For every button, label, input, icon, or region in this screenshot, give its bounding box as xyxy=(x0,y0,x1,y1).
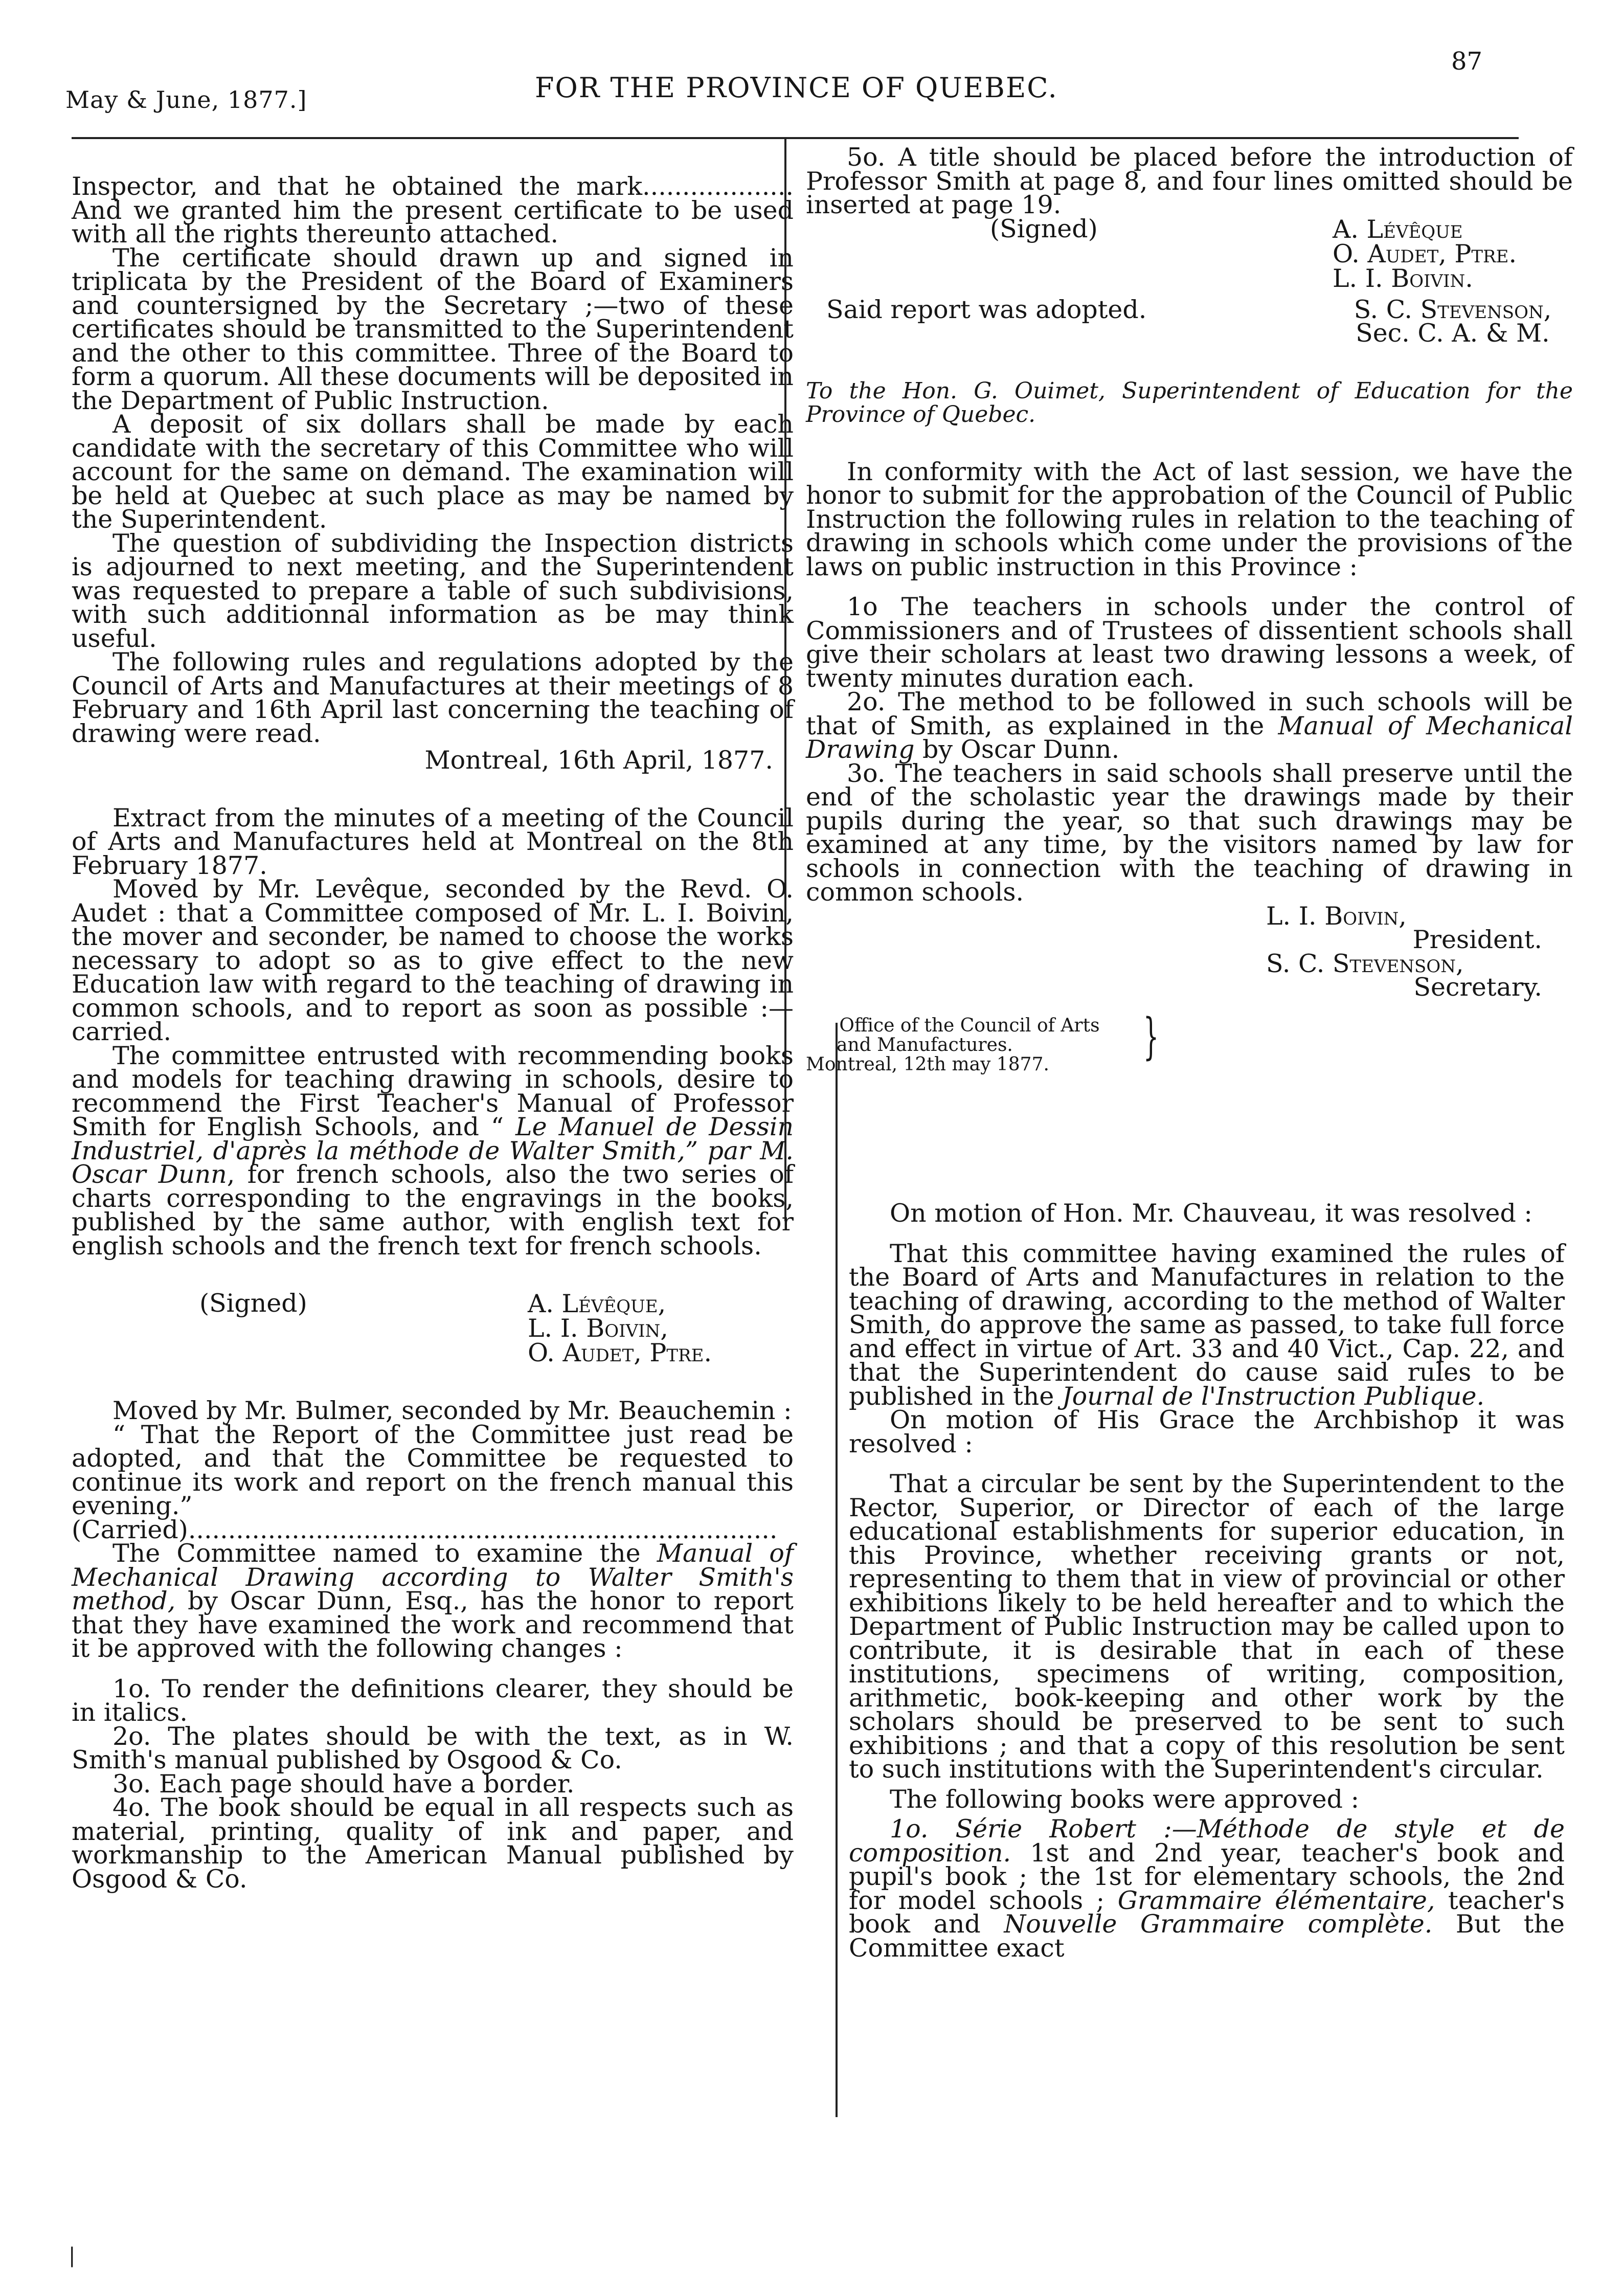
signer-title: President. xyxy=(1412,925,1542,954)
text-run: 2o. The method to be followed in such schools will be that of Smith, as explained in the xyxy=(806,687,1573,740)
office-note xyxy=(806,1007,1573,1075)
dateline: Montreal, 16th April, 1877. xyxy=(424,746,773,775)
paragraph: Inspector, and that he obtained the mark................... And we granted him the present certificate to be used with all the rights thereunto attached. xyxy=(72,172,794,249)
rule-item: 1o The teachers in schools under the control of Commissioners and of Trustees of dissentient schools shall give their scholars at least two drawing lessons a week, of twenty minutes duration each. xyxy=(806,592,1573,693)
book-title: Manual of Mechanical Drawing according to Walter Smith's method, xyxy=(72,1539,794,1615)
paragraph xyxy=(72,1041,794,1261)
right-column-lower xyxy=(849,1199,1565,1963)
signer-name: S. C. Stevenson, xyxy=(1354,295,1552,324)
paragraph: “ That the Report of the Committee just read be adopted, and that the Committee be requested to continue its work and report on the french manual this evening.” (Carried).......................................................................... xyxy=(72,1420,794,1544)
running-head-title: FOR THE PROVINCE OF QUEBEC. xyxy=(535,72,1058,104)
text-run: But the Committee exact xyxy=(849,1909,1565,1963)
paragraph: On motion of His Grace the Archbishop it was resolved : xyxy=(849,1405,1565,1458)
adoption-block xyxy=(806,295,1573,348)
change-item: 2o. The plates should be with the text, as in W. Smith's manual published by Osgood & Co. xyxy=(72,1721,794,1774)
book-title: 1o. Série Robert :—Méthode de style et de composition. xyxy=(849,1814,1565,1868)
signer-name: A. Lévêque xyxy=(1333,214,1463,244)
text-run: by Oscar Dunn. xyxy=(914,735,1120,764)
paragraph: That a circular be sent by the Superintendent to the Rector, Superior, or Director of each of the large educational establishments for superior education, in this Province, whether receiving grants or not, representing to them that in view of provincial or other exhibitions likely to be held hereafter and to which the Department of Public Instruction may be called upon to contribute, it is desirable that in each of these institutions, specimens of writing, composition, arithmetic, book-keeping and other work by the scholars should be preserved to be sent to such exhibitions ; and that a copy of this resolution be sent to such institutions with the Superintendent's circular. xyxy=(849,1469,1565,1784)
signer-title: Sec. C. A. & M. xyxy=(1356,319,1550,348)
change-item: 4o. The book should be equal in all respects such as material, printing, quality of ink and paper, and workmanship to the American Manual published by Osgood & Co. xyxy=(72,1793,794,1894)
text-run: , for french schools, also the two series of charts corresponding to the engravings in the books, published by the same author, with english text for english schools and the french text for french schools. xyxy=(72,1160,794,1261)
text-run: The committee entrusted with recommending books and models for teaching drawing in schools, desire to recommend the First Teacher's Manual of Professor Smith for English Schools, and “ xyxy=(72,1041,794,1141)
paragraph: The following books were approved : xyxy=(890,1784,1360,1814)
journal-title: Journal de l'Instruction Publique. xyxy=(1062,1381,1485,1411)
text-run: The Committee named to examine the xyxy=(112,1539,657,1568)
paragraph: Moved by Mr. Bulmer, seconded by Mr. Beauchemin : xyxy=(112,1396,792,1425)
text-run: teacher's book and xyxy=(849,1885,1565,1939)
secretary-signature xyxy=(1333,295,1573,348)
paragraph xyxy=(72,1539,794,1663)
signer-name: A. Lévêque, xyxy=(528,1289,666,1318)
signed-label: (Signed) xyxy=(199,1289,307,1318)
signer-name: O. Audet, Ptre. xyxy=(1333,239,1517,268)
column-divider-lower xyxy=(836,1023,838,2117)
office-note-line: Montreal, 12th may 1877. xyxy=(806,1053,1049,1075)
signer-name: S. C. Stevenson, xyxy=(1266,949,1464,978)
signed-label: (Signed) xyxy=(990,214,1098,243)
paragraph xyxy=(849,1814,1565,1963)
book-title: Le Manuel de Dessin Industriel, d'après la méthode de Walter Smith,” par M. Oscar Dunn xyxy=(72,1112,794,1189)
officers-signature xyxy=(1266,901,1573,1002)
signers xyxy=(528,1289,794,1367)
signer-name: L. I. Boivin. xyxy=(1333,263,1473,293)
margin-mark: | xyxy=(69,2244,76,2267)
change-item: 3o. Each page should have a border. xyxy=(112,1769,575,1799)
left-column xyxy=(72,172,794,1894)
book-title: Manual of Mechanical Drawing xyxy=(806,711,1573,764)
rule-item: 3o. The teachers in said schools shall preserve until the end of the scholastic year the drawings made by their pupils during the year, so that such drawings may be examined at any time, by the visitors named by law for schools in connection with the teaching of drawing in common schools. xyxy=(806,758,1573,907)
header-rule xyxy=(72,137,1519,139)
paragraph: Moved by Mr. Levêque, seconded by the Revd. O. Audet : that a Committee composed of Mr. L. I. Boivin, the mover and seconder, be named to choose the works necessary to adopt so as to give effect to the new Education law with regard to the teaching of drawing in common schools, and to report as soon as possible :— carried. xyxy=(72,874,794,1046)
paragraph: Extract from the minutes of a meeting of the Council of Arts and Manufactures held at Montreal on the 8th February 1877. xyxy=(72,803,794,880)
signature-block xyxy=(72,1289,794,1367)
signer-name: L. I. Boivin, xyxy=(1266,901,1407,931)
address-line: To the Hon. G. Ouimet, Superintendent of Education for the Province of Quebec. xyxy=(806,377,1573,428)
text-run: That this committee having examined the rules of the Board of Arts and Manufactures in relation to the teaching of drawing, according to the method of Walter Smith, do approve the same as passed, to take full force and effect in virtue of Art. 33 and 40 Vict., Cap. 22, and that the Superintendent do cause said rules to be published in the xyxy=(849,1239,1565,1411)
paragraph: A deposit of six dollars shall be made by each candidate with the secretary of this Committee who will account for the same on demand. The examination will be held at Quebec at such place as may be named by the Superintendent. xyxy=(72,410,794,534)
paragraph xyxy=(849,1239,1565,1411)
signature-block xyxy=(806,214,1573,293)
rule-item xyxy=(806,687,1573,764)
running-head-date: May & June, 1877.] xyxy=(65,86,307,114)
office-note-lines xyxy=(806,1016,1133,1074)
paragraph: The question of subdividing the Inspection districts is adjourned to next meeting, and the Superintendent was requested to prepare a table of such subdivisions, with such additionnal information as be may think useful. xyxy=(72,528,794,653)
right-column xyxy=(806,143,1573,1075)
signers xyxy=(1333,214,1573,293)
change-item: 1o. To render the definitions clearer, they should be in italics. xyxy=(72,1674,794,1727)
paragraph: On motion of Hon. Mr. Chauveau, it was resolved : xyxy=(890,1199,1532,1228)
office-note-line: Office of the Council of Arts xyxy=(839,1015,1100,1036)
book-title: Nouvelle Grammaire complète. xyxy=(1004,1909,1433,1939)
adoption-note: Said report was adopted. xyxy=(826,295,1147,324)
book-title: Grammaire élémentaire, xyxy=(1117,1885,1435,1915)
paragraph: The certificate should drawn up and signed in triplicata by the President of the Board of Examiners and countersigned by the Secretary ;—two of these certificates should be transmitted to the Superintendent and the other to this committee. Three of the Board to form a quorum. All these documents will be deposited in the Department of Public Instruction. xyxy=(72,243,794,415)
signer-title: Secretary. xyxy=(1413,973,1542,1002)
brace-glyph: } xyxy=(1143,1007,1159,1065)
text-run: 1st and 2nd year, teacher's book and pupil's book ; the 1st for elementary schools, the 2nd for model schools ; xyxy=(849,1838,1565,1915)
page-number: 87 xyxy=(1451,47,1483,76)
office-note-line: and Manufactures. xyxy=(837,1034,1013,1055)
paragraph: In conformity with the Act of last session, we have the honor to submit for the approbation of the Council of Public Instruction the following rules in relation to the teaching of drawing in schools which come under the provisions of the laws on public instruction in this Province : xyxy=(806,457,1573,581)
paragraph: The following rules and regulations adopted by the Council of Arts and Manufactures at their meetings of 8 February and 16th April last concerning the teaching of drawing were read. xyxy=(72,647,794,748)
signer-name: L. I. Boivin, xyxy=(528,1314,668,1343)
text-run: by Oscar Dunn, Esq., has the honor to report that they have examined the work and recommend that it be approved with the following changes : xyxy=(72,1586,794,1663)
change-item: 5o. A title should be placed before the introduction of Professor Smith at page 8, and four lines omitted should be inserted at page 19. xyxy=(806,143,1573,219)
signer-name: O. Audet, Ptre. xyxy=(528,1338,712,1367)
